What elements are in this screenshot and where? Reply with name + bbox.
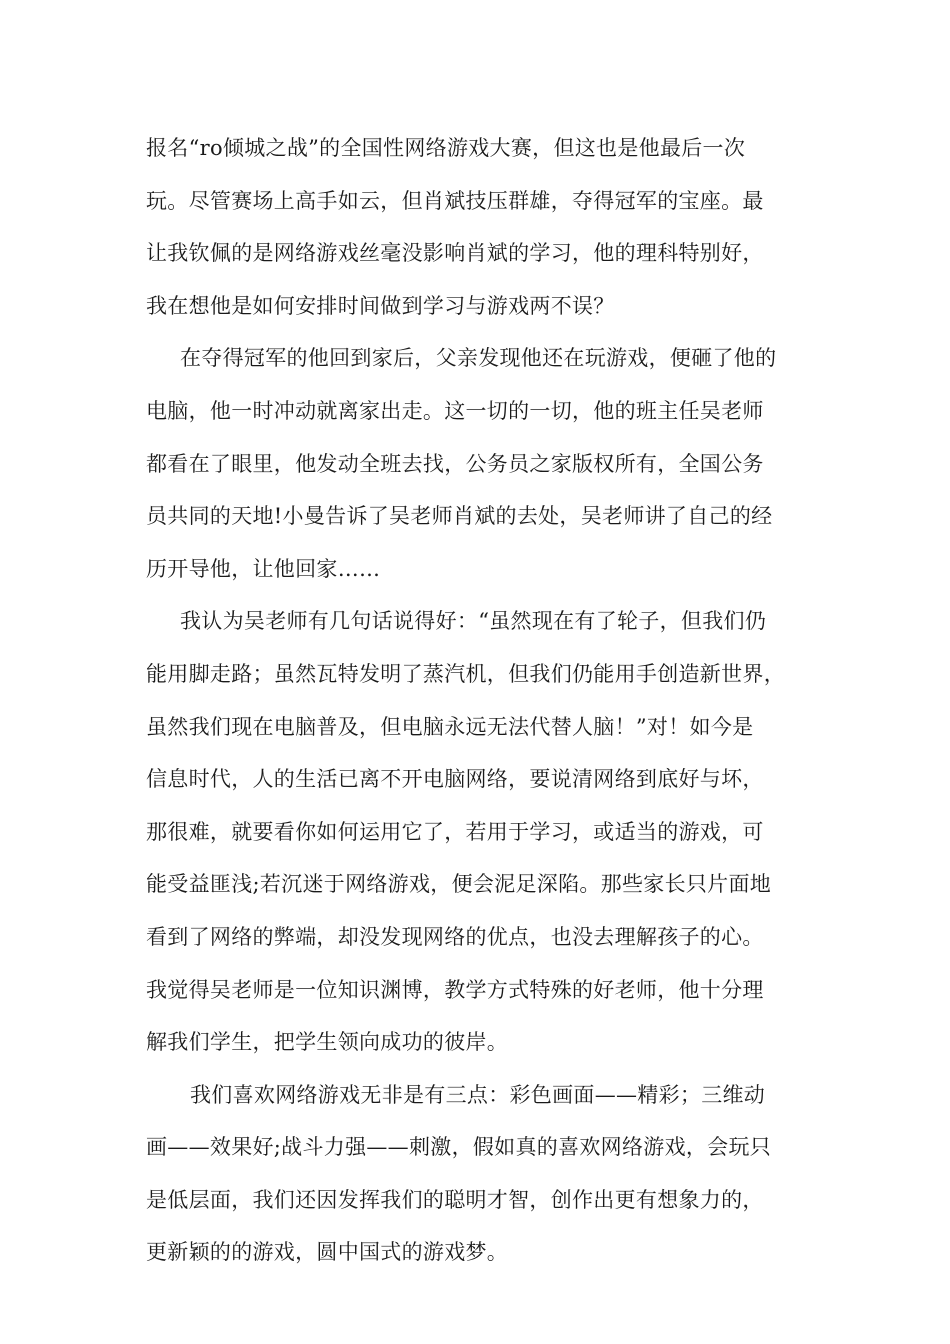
text-line: 报名“ro倾城之战”的全国性网络游戏大赛，但这也是他最后一次 bbox=[146, 136, 746, 160]
document-body bbox=[146, 122, 811, 1279]
text-line: 电脑，他一时冲动就离家出走。这一切的一切，他的班主任吴老师 bbox=[146, 398, 764, 423]
paragraph-4 bbox=[146, 1069, 811, 1279]
text-line: 看到了网络的弊端，却没发现网络的优点，也没去理解孩子的心。 bbox=[146, 924, 764, 949]
text-line: 让我钦佩的是网络游戏丝毫没影响肖斌的学习，他的理科特别好， bbox=[146, 241, 764, 266]
text-line: 都看在了眼里，他发动全班去找，公务员之家版权所有，全国公务 bbox=[146, 451, 764, 476]
text-line: 我们喜欢网络游戏无非是有三点：彩色画面——精彩；三维动 bbox=[190, 1082, 766, 1107]
text-line: 信息时代，人的生活已离不开电脑网络，要说清网络到底好与坏， bbox=[146, 767, 764, 792]
text-line: 我觉得吴老师是一位知识渊博，教学方式特殊的好老师，他十分理 bbox=[146, 977, 764, 1002]
text-line: 员共同的天地!小曼告诉了吴老师肖斌的去处，吴老师讲了自己的经 bbox=[146, 504, 773, 529]
text-line: 历开导他，让他回家…… bbox=[146, 556, 381, 581]
text-line: 虽然我们现在电脑普及，但电脑永远无法代替人脑！”对！如今是 bbox=[146, 714, 754, 739]
paragraph-1 bbox=[146, 122, 811, 332]
text-line: 是低层面，我们还因发挥我们的聪明才智，创作出更有想象力的， bbox=[146, 1187, 764, 1212]
text-line: 那很难，就要看你如何运用它了，若用于学习，或适当的游戏，可 bbox=[146, 819, 764, 844]
text-line: 画——效果好;战斗力强——刺激，假如真的喜欢网络游戏，会玩只 bbox=[146, 1135, 772, 1160]
text-line: 我认为吴老师有几句话说得好：“虽然现在有了轮子，但我们仍 bbox=[180, 609, 767, 634]
text-line: 在夺得冠军的他回到家后，父亲发现他还在玩游戏，便砸了他的 bbox=[180, 346, 777, 371]
text-line: 我在想他是如何安排时间做到学习与游戏两不误？ bbox=[146, 293, 615, 318]
text-line: 更新颖的的游戏，圆中国式的游戏梦。 bbox=[146, 1240, 509, 1265]
text-line: 玩。尽管赛场上高手如云，但肖斌技压群雄，夺得冠军的宝座。最 bbox=[146, 188, 764, 213]
text-line: 能用脚走路；虽然瓦特发明了蒸汽机，但我们仍能用手创造新世界， bbox=[146, 661, 785, 686]
paragraph-3 bbox=[146, 595, 811, 1068]
paragraph-2 bbox=[146, 332, 811, 595]
text-line: 解我们学生，把学生领向成功的彼岸。 bbox=[146, 1030, 509, 1055]
text-line: 能受益匪浅;若沉迷于网络游戏，便会泥足深陷。那些家长只片面地 bbox=[146, 872, 772, 897]
